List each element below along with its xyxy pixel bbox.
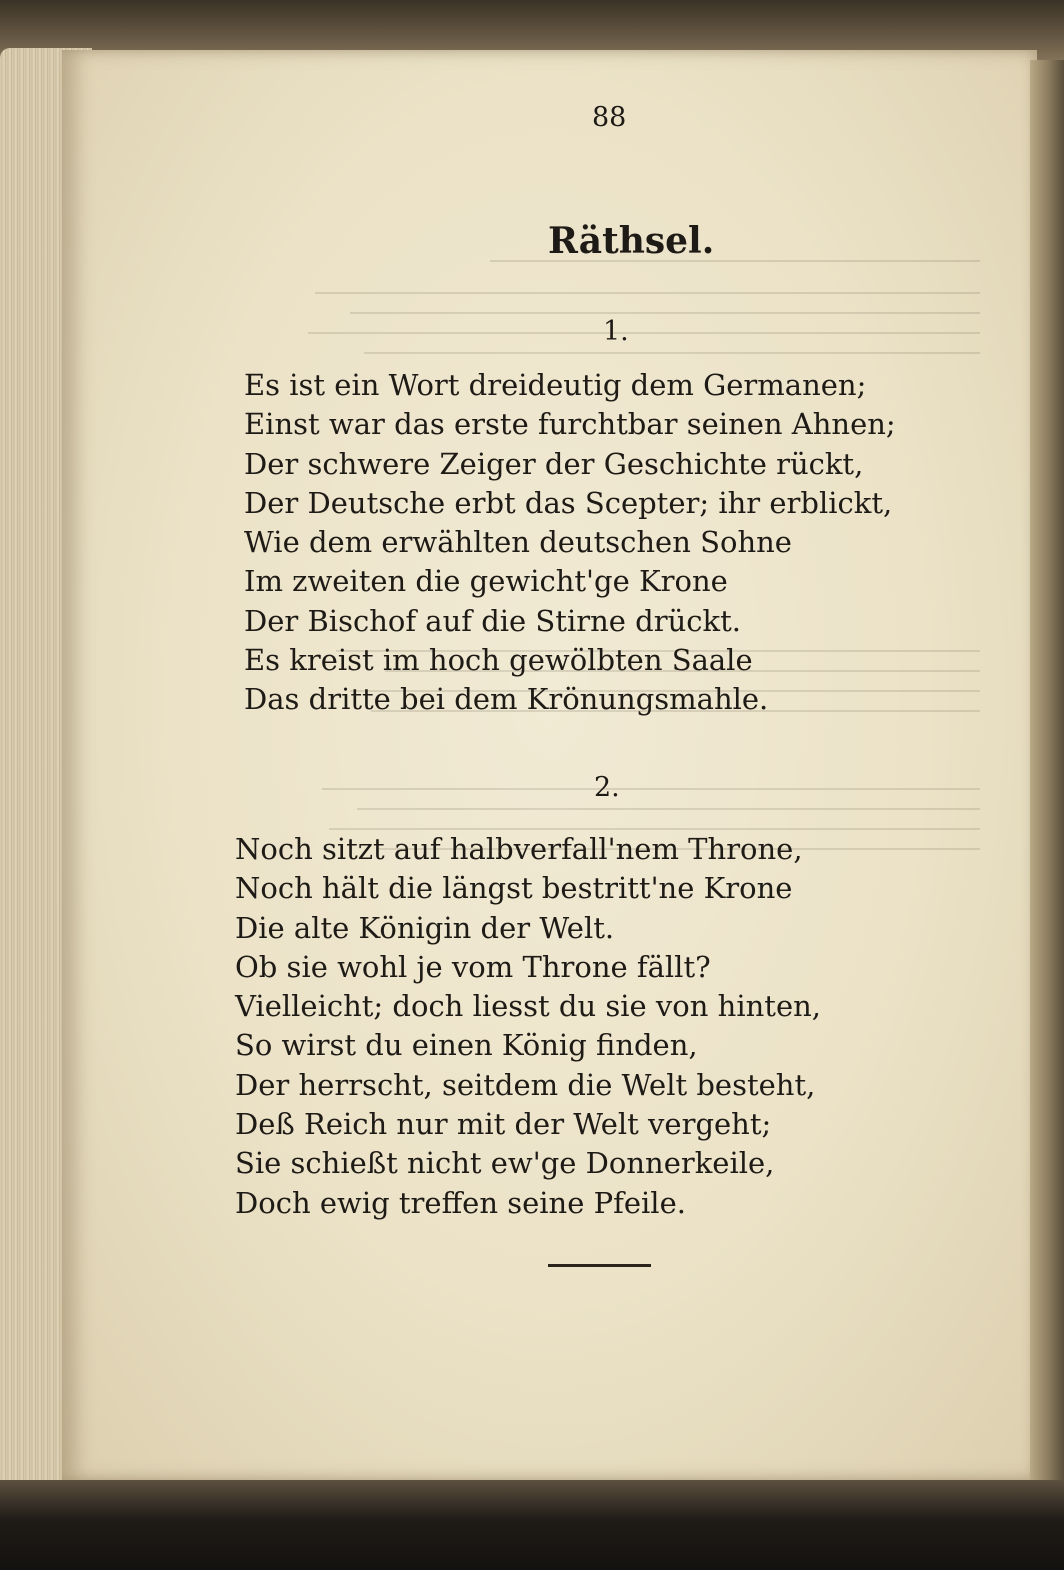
verse-line: Noch hält die längst bestritt'ne Krone [235,871,793,906]
verse-line: Im zweiten die gewicht'ge Krone [244,564,728,599]
verse-line: Einst war das erste furchtbar seinen Ahnen; [244,407,896,442]
verse-line: Der schwere Zeiger der Geschichte rückt, [244,446,864,481]
verse-line: Es ist ein Wort dreideutig dem Germanen; [244,368,867,402]
verse-line: Vielleicht; doch liesst du sie von hinten, [235,989,822,1024]
verse-line: Ob sie wohl je vom Throne fällt? [235,949,711,984]
verse-line: So wirst du einen König finden, [235,1028,698,1063]
stanza-1 [244,366,896,720]
poem-title: Räthsel. [548,220,715,262]
book-cover-bottom-edge [0,1480,1064,1570]
closing-rule [548,1264,651,1267]
stanza-2 [235,830,821,1223]
book-binding-right-edge [1030,60,1064,1490]
section-number-2: 2. [594,772,620,803]
verse-line: Noch sitzt auf halbverfall'nem Throne, [235,832,803,866]
verse-line: Der Deutsche erbt das Scepter; ihr erblickt, [244,485,893,520]
verse-line: Das dritte bei dem Krönungsmahle. [244,682,769,717]
verse-line: Wie dem erwählten deutschen Sohne [244,525,792,560]
page-number: 88 [592,102,627,133]
verse-line: Der Bischof auf die Stirne drückt. [244,603,741,638]
verse-line: Sie schießt nicht ew'ge Donnerkeile, [235,1146,775,1181]
verse-line: Es kreist im hoch gewölbten Saale [244,643,753,678]
verse-line: Der herrscht, seitdem die Welt besteht, [235,1067,816,1102]
verse-line: Deß Reich nur mit der Welt vergeht; [235,1107,772,1142]
verse-line: Die alte Königin der Welt. [235,910,615,945]
verse-line: Doch ewig treffen seine Pfeile. [235,1185,686,1220]
section-number-1: 1. [603,316,629,347]
